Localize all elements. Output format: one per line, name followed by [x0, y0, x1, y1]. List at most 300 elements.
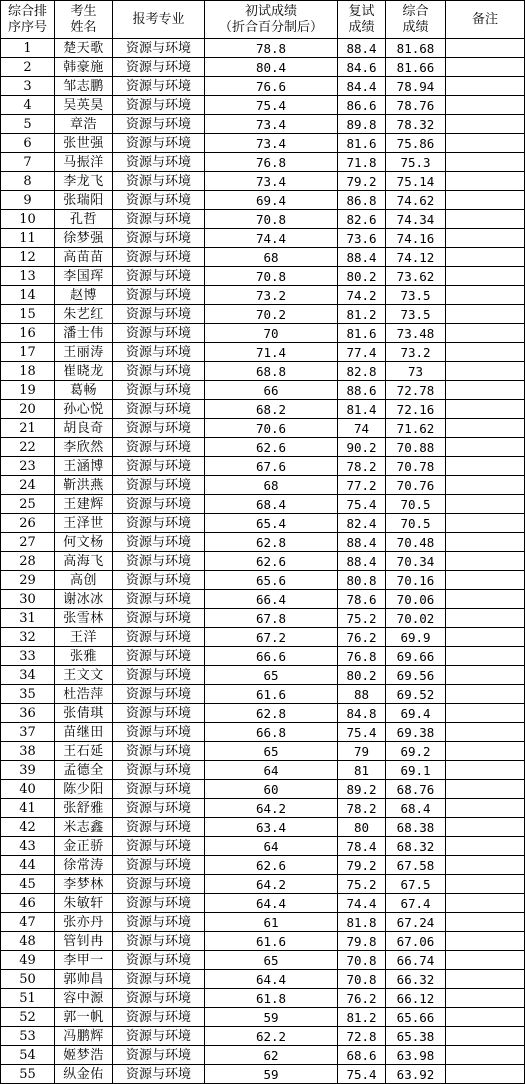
table-row	[1, 77, 525, 96]
cell-major: 资源与环境	[113, 438, 205, 457]
cell-total: 70.16	[386, 571, 446, 590]
cell-remark	[446, 951, 525, 970]
table-row	[1, 894, 525, 913]
table-row	[1, 704, 525, 723]
cell-retest: 74	[338, 419, 386, 438]
cell-name: 孟德全	[55, 761, 113, 780]
cell-rank: 47	[1, 913, 55, 932]
cell-major: 资源与环境	[113, 818, 205, 837]
table-row	[1, 818, 525, 837]
table-row	[1, 1065, 525, 1084]
cell-total: 66.32	[386, 970, 446, 989]
cell-retest: 78.2	[338, 799, 386, 818]
cell-total: 78.94	[386, 77, 446, 96]
cell-total: 70.48	[386, 533, 446, 552]
cell-major: 资源与环境	[113, 400, 205, 419]
table-row	[1, 1046, 525, 1065]
cell-name: 张雪林	[55, 609, 113, 628]
cell-retest: 81.8	[338, 913, 386, 932]
cell-name: 朱艺红	[55, 305, 113, 324]
cell-remark	[446, 780, 525, 799]
cell-name: 李欣然	[55, 438, 113, 457]
cell-prelim: 68.4	[205, 495, 338, 514]
cell-name: 张舒雅	[55, 799, 113, 818]
cell-name: 王涵博	[55, 457, 113, 476]
cell-major: 资源与环境	[113, 552, 205, 571]
cell-major: 资源与环境	[113, 514, 205, 533]
cell-prelim: 64.2	[205, 799, 338, 818]
table-row	[1, 476, 525, 495]
cell-prelim: 66.4	[205, 590, 338, 609]
cell-rank: 36	[1, 704, 55, 723]
cell-prelim: 67.6	[205, 457, 338, 476]
cell-total: 72.78	[386, 381, 446, 400]
cell-name: 韩豪施	[55, 58, 113, 77]
cell-remark	[446, 1027, 525, 1046]
cell-major: 资源与环境	[113, 153, 205, 172]
cell-retest: 75.4	[338, 723, 386, 742]
cell-prelim: 64.2	[205, 875, 338, 894]
cell-major: 资源与环境	[113, 210, 205, 229]
cell-name: 邹志鹏	[55, 77, 113, 96]
cell-remark	[446, 476, 525, 495]
header-retest-line2: 成绩	[348, 19, 375, 35]
cell-prelim: 68	[205, 248, 338, 267]
cell-rank: 19	[1, 381, 55, 400]
table-row	[1, 609, 525, 628]
cell-remark	[446, 210, 525, 229]
cell-major: 资源与环境	[113, 267, 205, 286]
cell-prelim: 65	[205, 951, 338, 970]
cell-prelim: 61.6	[205, 932, 338, 951]
cell-prelim: 62.6	[205, 438, 338, 457]
cell-rank: 27	[1, 533, 55, 552]
cell-remark	[446, 400, 525, 419]
table-row	[1, 210, 525, 229]
table-row	[1, 970, 525, 989]
table-row	[1, 989, 525, 1008]
cell-major: 资源与环境	[113, 115, 205, 134]
cell-name: 高创	[55, 571, 113, 590]
cell-remark	[446, 628, 525, 647]
table-body	[1, 39, 525, 1084]
cell-retest: 84.4	[338, 77, 386, 96]
cell-rank: 9	[1, 191, 55, 210]
cell-name: 郭帅昌	[55, 970, 113, 989]
cell-retest: 79	[338, 742, 386, 761]
cell-name: 潘士伟	[55, 324, 113, 343]
cell-prelim: 62	[205, 1046, 338, 1065]
cell-rank: 53	[1, 1027, 55, 1046]
cell-total: 70.02	[386, 609, 446, 628]
cell-name: 郭一帆	[55, 1008, 113, 1027]
cell-retest: 76.2	[338, 989, 386, 1008]
header-total-line1: 综合	[402, 3, 429, 19]
cell-prelim: 70.6	[205, 419, 338, 438]
cell-total: 68.38	[386, 818, 446, 837]
cell-major: 资源与环境	[113, 856, 205, 875]
cell-total: 63.92	[386, 1065, 446, 1084]
cell-name: 王丽涛	[55, 343, 113, 362]
cell-prelim: 65	[205, 666, 338, 685]
table-row	[1, 780, 525, 799]
cell-rank: 28	[1, 552, 55, 571]
cell-name: 米志鑫	[55, 818, 113, 837]
cell-remark	[446, 1046, 525, 1065]
cell-major: 资源与环境	[113, 362, 205, 381]
cell-name: 张雅	[55, 647, 113, 666]
cell-remark	[446, 324, 525, 343]
cell-retest: 81.6	[338, 324, 386, 343]
cell-rank: 25	[1, 495, 55, 514]
cell-prelim: 73.4	[205, 172, 338, 191]
cell-remark	[446, 438, 525, 457]
cell-remark	[446, 970, 525, 989]
cell-total: 69.52	[386, 685, 446, 704]
table-row	[1, 932, 525, 951]
table-row	[1, 590, 525, 609]
cell-name: 管钊冉	[55, 932, 113, 951]
cell-total: 67.5	[386, 875, 446, 894]
cell-retest: 88	[338, 685, 386, 704]
cell-rank: 31	[1, 609, 55, 628]
cell-rank: 51	[1, 989, 55, 1008]
cell-major: 资源与环境	[113, 134, 205, 153]
table-row	[1, 229, 525, 248]
cell-total: 70.06	[386, 590, 446, 609]
cell-major: 资源与环境	[113, 1065, 205, 1084]
cell-prelim: 66.8	[205, 723, 338, 742]
cell-retest: 78.6	[338, 590, 386, 609]
header-rank	[1, 1, 55, 39]
table-row	[1, 58, 525, 77]
cell-remark	[446, 229, 525, 248]
cell-rank: 8	[1, 172, 55, 191]
cell-rank: 45	[1, 875, 55, 894]
cell-prelim: 62.8	[205, 704, 338, 723]
cell-prelim: 68.2	[205, 400, 338, 419]
cell-remark	[446, 837, 525, 856]
table-row	[1, 799, 525, 818]
cell-remark	[446, 362, 525, 381]
cell-rank: 30	[1, 590, 55, 609]
cell-retest: 88.4	[338, 552, 386, 571]
cell-prelim: 61.8	[205, 989, 338, 1008]
cell-name: 胡良奇	[55, 419, 113, 438]
cell-total: 65.38	[386, 1027, 446, 1046]
cell-name: 容中源	[55, 989, 113, 1008]
cell-total: 73.2	[386, 343, 446, 362]
cell-remark	[446, 495, 525, 514]
cell-total: 67.58	[386, 856, 446, 875]
table-row	[1, 267, 525, 286]
cell-major: 资源与环境	[113, 533, 205, 552]
cell-prelim: 61.6	[205, 685, 338, 704]
cell-major: 资源与环境	[113, 742, 205, 761]
cell-remark	[446, 704, 525, 723]
cell-rank: 4	[1, 96, 55, 115]
cell-name: 王石延	[55, 742, 113, 761]
cell-rank: 18	[1, 362, 55, 381]
cell-name: 葛畅	[55, 381, 113, 400]
cell-prelim: 70	[205, 324, 338, 343]
cell-total: 81.66	[386, 58, 446, 77]
cell-remark	[446, 533, 525, 552]
cell-major: 资源与环境	[113, 495, 205, 514]
cell-name: 朱敏轩	[55, 894, 113, 913]
cell-prelim: 76.8	[205, 153, 338, 172]
cell-major: 资源与环境	[113, 780, 205, 799]
cell-rank: 26	[1, 514, 55, 533]
cell-name: 徐梦强	[55, 229, 113, 248]
cell-total: 68.76	[386, 780, 446, 799]
cell-rank: 6	[1, 134, 55, 153]
cell-remark	[446, 590, 525, 609]
cell-remark	[446, 571, 525, 590]
cell-remark	[446, 343, 525, 362]
cell-total: 73	[386, 362, 446, 381]
cell-rank: 20	[1, 400, 55, 419]
cell-rank: 13	[1, 267, 55, 286]
cell-name: 王泽世	[55, 514, 113, 533]
cell-total: 66.12	[386, 989, 446, 1008]
cell-retest: 75.2	[338, 875, 386, 894]
table-row	[1, 324, 525, 343]
table-row	[1, 419, 525, 438]
cell-retest: 79.2	[338, 856, 386, 875]
cell-total: 73.48	[386, 324, 446, 343]
cell-major: 资源与环境	[113, 172, 205, 191]
cell-retest: 86.6	[338, 96, 386, 115]
cell-major: 资源与环境	[113, 58, 205, 77]
header-retest	[338, 1, 386, 39]
header-name	[55, 1, 113, 39]
cell-total: 75.3	[386, 153, 446, 172]
cell-rank: 22	[1, 438, 55, 457]
cell-retest: 77.2	[338, 476, 386, 495]
cell-remark	[446, 1008, 525, 1027]
cell-total: 67.06	[386, 932, 446, 951]
header-remark-label: 备注	[471, 11, 498, 27]
cell-name: 李龙飞	[55, 172, 113, 191]
cell-retest: 90.2	[338, 438, 386, 457]
cell-major: 资源与环境	[113, 609, 205, 628]
cell-remark	[446, 77, 525, 96]
cell-retest: 70.8	[338, 970, 386, 989]
cell-retest: 72.8	[338, 1027, 386, 1046]
cell-major: 资源与环境	[113, 229, 205, 248]
cell-retest: 80.2	[338, 267, 386, 286]
cell-rank: 16	[1, 324, 55, 343]
cell-prelim: 70.8	[205, 210, 338, 229]
cell-total: 69.38	[386, 723, 446, 742]
cell-name: 杜浩萍	[55, 685, 113, 704]
cell-rank: 14	[1, 286, 55, 305]
cell-name: 马振洋	[55, 153, 113, 172]
cell-retest: 71.8	[338, 153, 386, 172]
cell-major: 资源与环境	[113, 476, 205, 495]
cell-prelim: 61	[205, 913, 338, 932]
header-prelim-line2: （折合百分制后）	[218, 19, 323, 35]
cell-rank: 54	[1, 1046, 55, 1065]
cell-major: 资源与环境	[113, 39, 205, 58]
cell-name: 李梦林	[55, 875, 113, 894]
cell-prelim: 68	[205, 476, 338, 495]
cell-retest: 81.2	[338, 1008, 386, 1027]
table-row	[1, 913, 525, 932]
cell-retest: 70.8	[338, 951, 386, 970]
cell-major: 资源与环境	[113, 96, 205, 115]
cell-remark	[446, 381, 525, 400]
cell-prelim: 67.8	[205, 609, 338, 628]
cell-remark	[446, 514, 525, 533]
table-row	[1, 153, 525, 172]
table-row	[1, 286, 525, 305]
cell-prelim: 73.4	[205, 115, 338, 134]
cell-retest: 78.2	[338, 457, 386, 476]
table-row	[1, 381, 525, 400]
cell-rank: 2	[1, 58, 55, 77]
cell-name: 何文杨	[55, 533, 113, 552]
cell-retest: 78.4	[338, 837, 386, 856]
cell-prelim: 67.2	[205, 628, 338, 647]
cell-name: 王建辉	[55, 495, 113, 514]
header-name-line1: 考生	[70, 3, 97, 19]
cell-rank: 32	[1, 628, 55, 647]
cell-retest: 75.2	[338, 609, 386, 628]
table-row	[1, 343, 525, 362]
table-row	[1, 305, 525, 324]
cell-prelim: 62.6	[205, 552, 338, 571]
cell-remark	[446, 913, 525, 932]
cell-name: 李国珲	[55, 267, 113, 286]
cell-retest: 80.8	[338, 571, 386, 590]
cell-remark	[446, 267, 525, 286]
cell-prelim: 62.6	[205, 856, 338, 875]
cell-major: 资源与环境	[113, 875, 205, 894]
cell-major: 资源与环境	[113, 913, 205, 932]
cell-rank: 5	[1, 115, 55, 134]
cell-total: 73.5	[386, 286, 446, 305]
header-row	[1, 1, 525, 39]
cell-major: 资源与环境	[113, 419, 205, 438]
cell-rank: 12	[1, 248, 55, 267]
cell-retest: 88.4	[338, 248, 386, 267]
cell-remark	[446, 875, 525, 894]
cell-total: 74.16	[386, 229, 446, 248]
cell-name: 张倩琪	[55, 704, 113, 723]
cell-remark	[446, 96, 525, 115]
cell-remark	[446, 742, 525, 761]
cell-retest: 73.6	[338, 229, 386, 248]
cell-retest: 81	[338, 761, 386, 780]
cell-retest: 88.4	[338, 39, 386, 58]
cell-remark	[446, 419, 525, 438]
cell-remark	[446, 856, 525, 875]
header-major-label: 报考专业	[132, 11, 185, 27]
cell-name: 孔哲	[55, 210, 113, 229]
cell-total: 75.86	[386, 134, 446, 153]
cell-major: 资源与环境	[113, 286, 205, 305]
cell-prelim: 74.4	[205, 229, 338, 248]
cell-total: 67.24	[386, 913, 446, 932]
cell-retest: 74.4	[338, 894, 386, 913]
cell-retest: 80.2	[338, 666, 386, 685]
cell-prelim: 66	[205, 381, 338, 400]
cell-rank: 34	[1, 666, 55, 685]
cell-name: 冯鹏辉	[55, 1027, 113, 1046]
cell-total: 68.4	[386, 799, 446, 818]
cell-major: 资源与环境	[113, 894, 205, 913]
cell-rank: 37	[1, 723, 55, 742]
cell-remark	[446, 799, 525, 818]
cell-retest: 80	[338, 818, 386, 837]
cell-name: 张亦丹	[55, 913, 113, 932]
cell-major: 资源与环境	[113, 704, 205, 723]
cell-remark	[446, 761, 525, 780]
cell-remark	[446, 305, 525, 324]
cell-retest: 74.2	[338, 286, 386, 305]
cell-remark	[446, 39, 525, 58]
cell-total: 81.68	[386, 39, 446, 58]
header-name-line2: 姓名	[70, 19, 97, 35]
table-row	[1, 837, 525, 856]
cell-remark	[446, 932, 525, 951]
cell-remark	[446, 191, 525, 210]
cell-retest: 82.8	[338, 362, 386, 381]
cell-total: 73.62	[386, 267, 446, 286]
cell-name: 赵博	[55, 286, 113, 305]
header-retest-line1: 复试	[348, 3, 375, 19]
table-row	[1, 115, 525, 134]
cell-retest: 88.4	[338, 533, 386, 552]
cell-retest: 79.2	[338, 172, 386, 191]
cell-rank: 50	[1, 970, 55, 989]
header-total-line2: 成绩	[402, 19, 429, 35]
cell-retest: 88.6	[338, 381, 386, 400]
cell-major: 资源与环境	[113, 647, 205, 666]
cell-remark	[446, 286, 525, 305]
cell-total: 70.76	[386, 476, 446, 495]
cell-name: 孙心悦	[55, 400, 113, 419]
cell-major: 资源与环境	[113, 685, 205, 704]
table-row	[1, 457, 525, 476]
cell-name: 张世强	[55, 134, 113, 153]
cell-major: 资源与环境	[113, 1046, 205, 1065]
cell-retest: 89.2	[338, 780, 386, 799]
cell-prelim: 66.6	[205, 647, 338, 666]
cell-prelim: 65	[205, 742, 338, 761]
cell-remark	[446, 134, 525, 153]
cell-major: 资源与环境	[113, 305, 205, 324]
cell-prelim: 65.6	[205, 571, 338, 590]
table-row	[1, 39, 525, 58]
cell-major: 资源与环境	[113, 248, 205, 267]
table-row	[1, 495, 525, 514]
cell-prelim: 69.4	[205, 191, 338, 210]
cell-remark	[446, 172, 525, 191]
table-row	[1, 666, 525, 685]
cell-major: 资源与环境	[113, 343, 205, 362]
cell-remark	[446, 457, 525, 476]
cell-remark	[446, 58, 525, 77]
cell-total: 75.14	[386, 172, 446, 191]
cell-total: 74.12	[386, 248, 446, 267]
cell-rank: 33	[1, 647, 55, 666]
cell-rank: 35	[1, 685, 55, 704]
cell-prelim: 70.2	[205, 305, 338, 324]
cell-total: 65.66	[386, 1008, 446, 1027]
